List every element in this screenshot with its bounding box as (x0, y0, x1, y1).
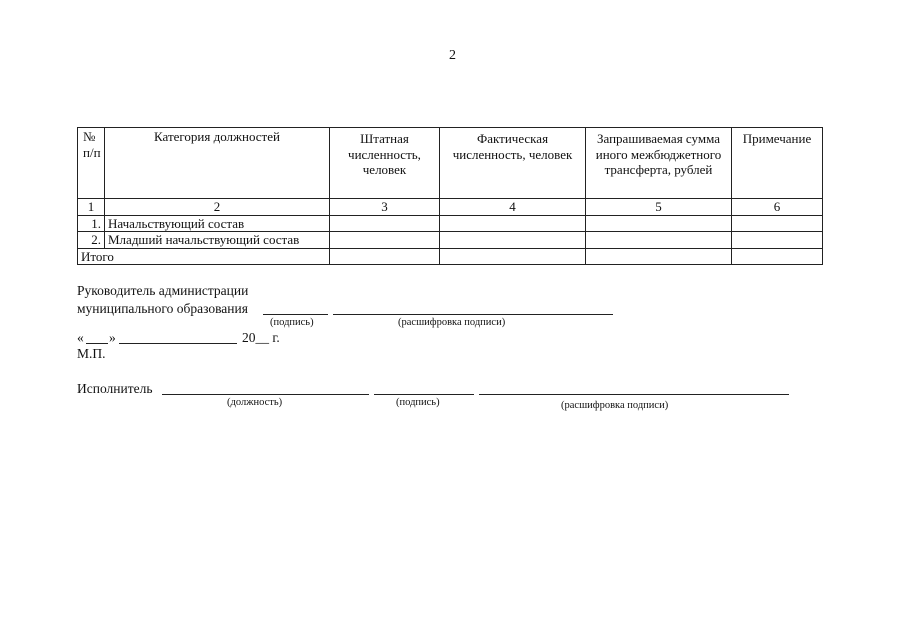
row-category: Младший начальствующий состав (105, 232, 330, 249)
header-category: Категория должностей (105, 128, 330, 199)
column-number: 2 (105, 199, 330, 216)
column-number: 3 (330, 199, 440, 216)
page-number: 2 (449, 48, 456, 63)
executor-caption-signature: (подпись) (396, 397, 440, 408)
table-header-row (78, 128, 823, 199)
row-cell (440, 232, 586, 249)
executor-caption-position: (должность) (227, 397, 283, 408)
row-category: Начальствующий состав (105, 215, 330, 232)
column-number: 6 (732, 199, 823, 216)
row-cell (440, 248, 586, 265)
row-number: 1. (78, 215, 105, 232)
table-row (78, 215, 823, 232)
table-total-row (78, 248, 823, 265)
row-cell (586, 232, 732, 249)
header-actual-count: Фактическая численность, человек (440, 128, 586, 199)
header-requested-sum: Запрашиваемая сумма иного межбюджетного трансферта, рублей (586, 128, 732, 199)
date-month-line[interactable] (119, 343, 237, 344)
executor-position-line[interactable] (162, 394, 369, 395)
head-title-line2: муниципального образования (77, 301, 248, 316)
row-cell (732, 232, 823, 249)
row-cell (330, 215, 440, 232)
stamp-label: М.П. (77, 346, 106, 361)
row-cell (586, 248, 732, 265)
total-label: Итого (78, 248, 330, 265)
column-number: 5 (586, 199, 732, 216)
head-caption-decoding: (расшифровка подписи) (398, 317, 506, 328)
date-open-quote: « (77, 330, 84, 345)
row-cell (440, 215, 586, 232)
staff-table (77, 127, 823, 265)
executor-label: Исполнитель (77, 381, 153, 396)
column-number: 4 (440, 199, 586, 216)
executor-signature-line[interactable] (374, 394, 474, 395)
row-cell (330, 248, 440, 265)
head-decoding-line[interactable] (333, 314, 613, 315)
table-row (78, 232, 823, 249)
header-note: Примечание (732, 128, 823, 199)
row-cell (732, 215, 823, 232)
row-cell (732, 248, 823, 265)
head-caption-signature: (подпись) (270, 317, 314, 328)
date-close-quote: » (109, 330, 116, 345)
column-number: 1 (78, 199, 105, 216)
table-column-numbers-row (78, 199, 823, 216)
executor-decoding-line[interactable] (479, 394, 789, 395)
date-day-line[interactable] (86, 343, 108, 344)
head-signature-line[interactable] (263, 314, 328, 315)
head-title-line1: Руководитель администрации (77, 283, 249, 298)
row-number: 2. (78, 232, 105, 249)
date-year: 20__ г. (242, 330, 280, 345)
header-staff-count: Штатная численность, человек (330, 128, 440, 199)
row-cell (586, 215, 732, 232)
row-cell (330, 232, 440, 249)
executor-caption-decoding: (расшифровка подписи) (561, 400, 669, 411)
header-number: № п/п (78, 128, 105, 199)
